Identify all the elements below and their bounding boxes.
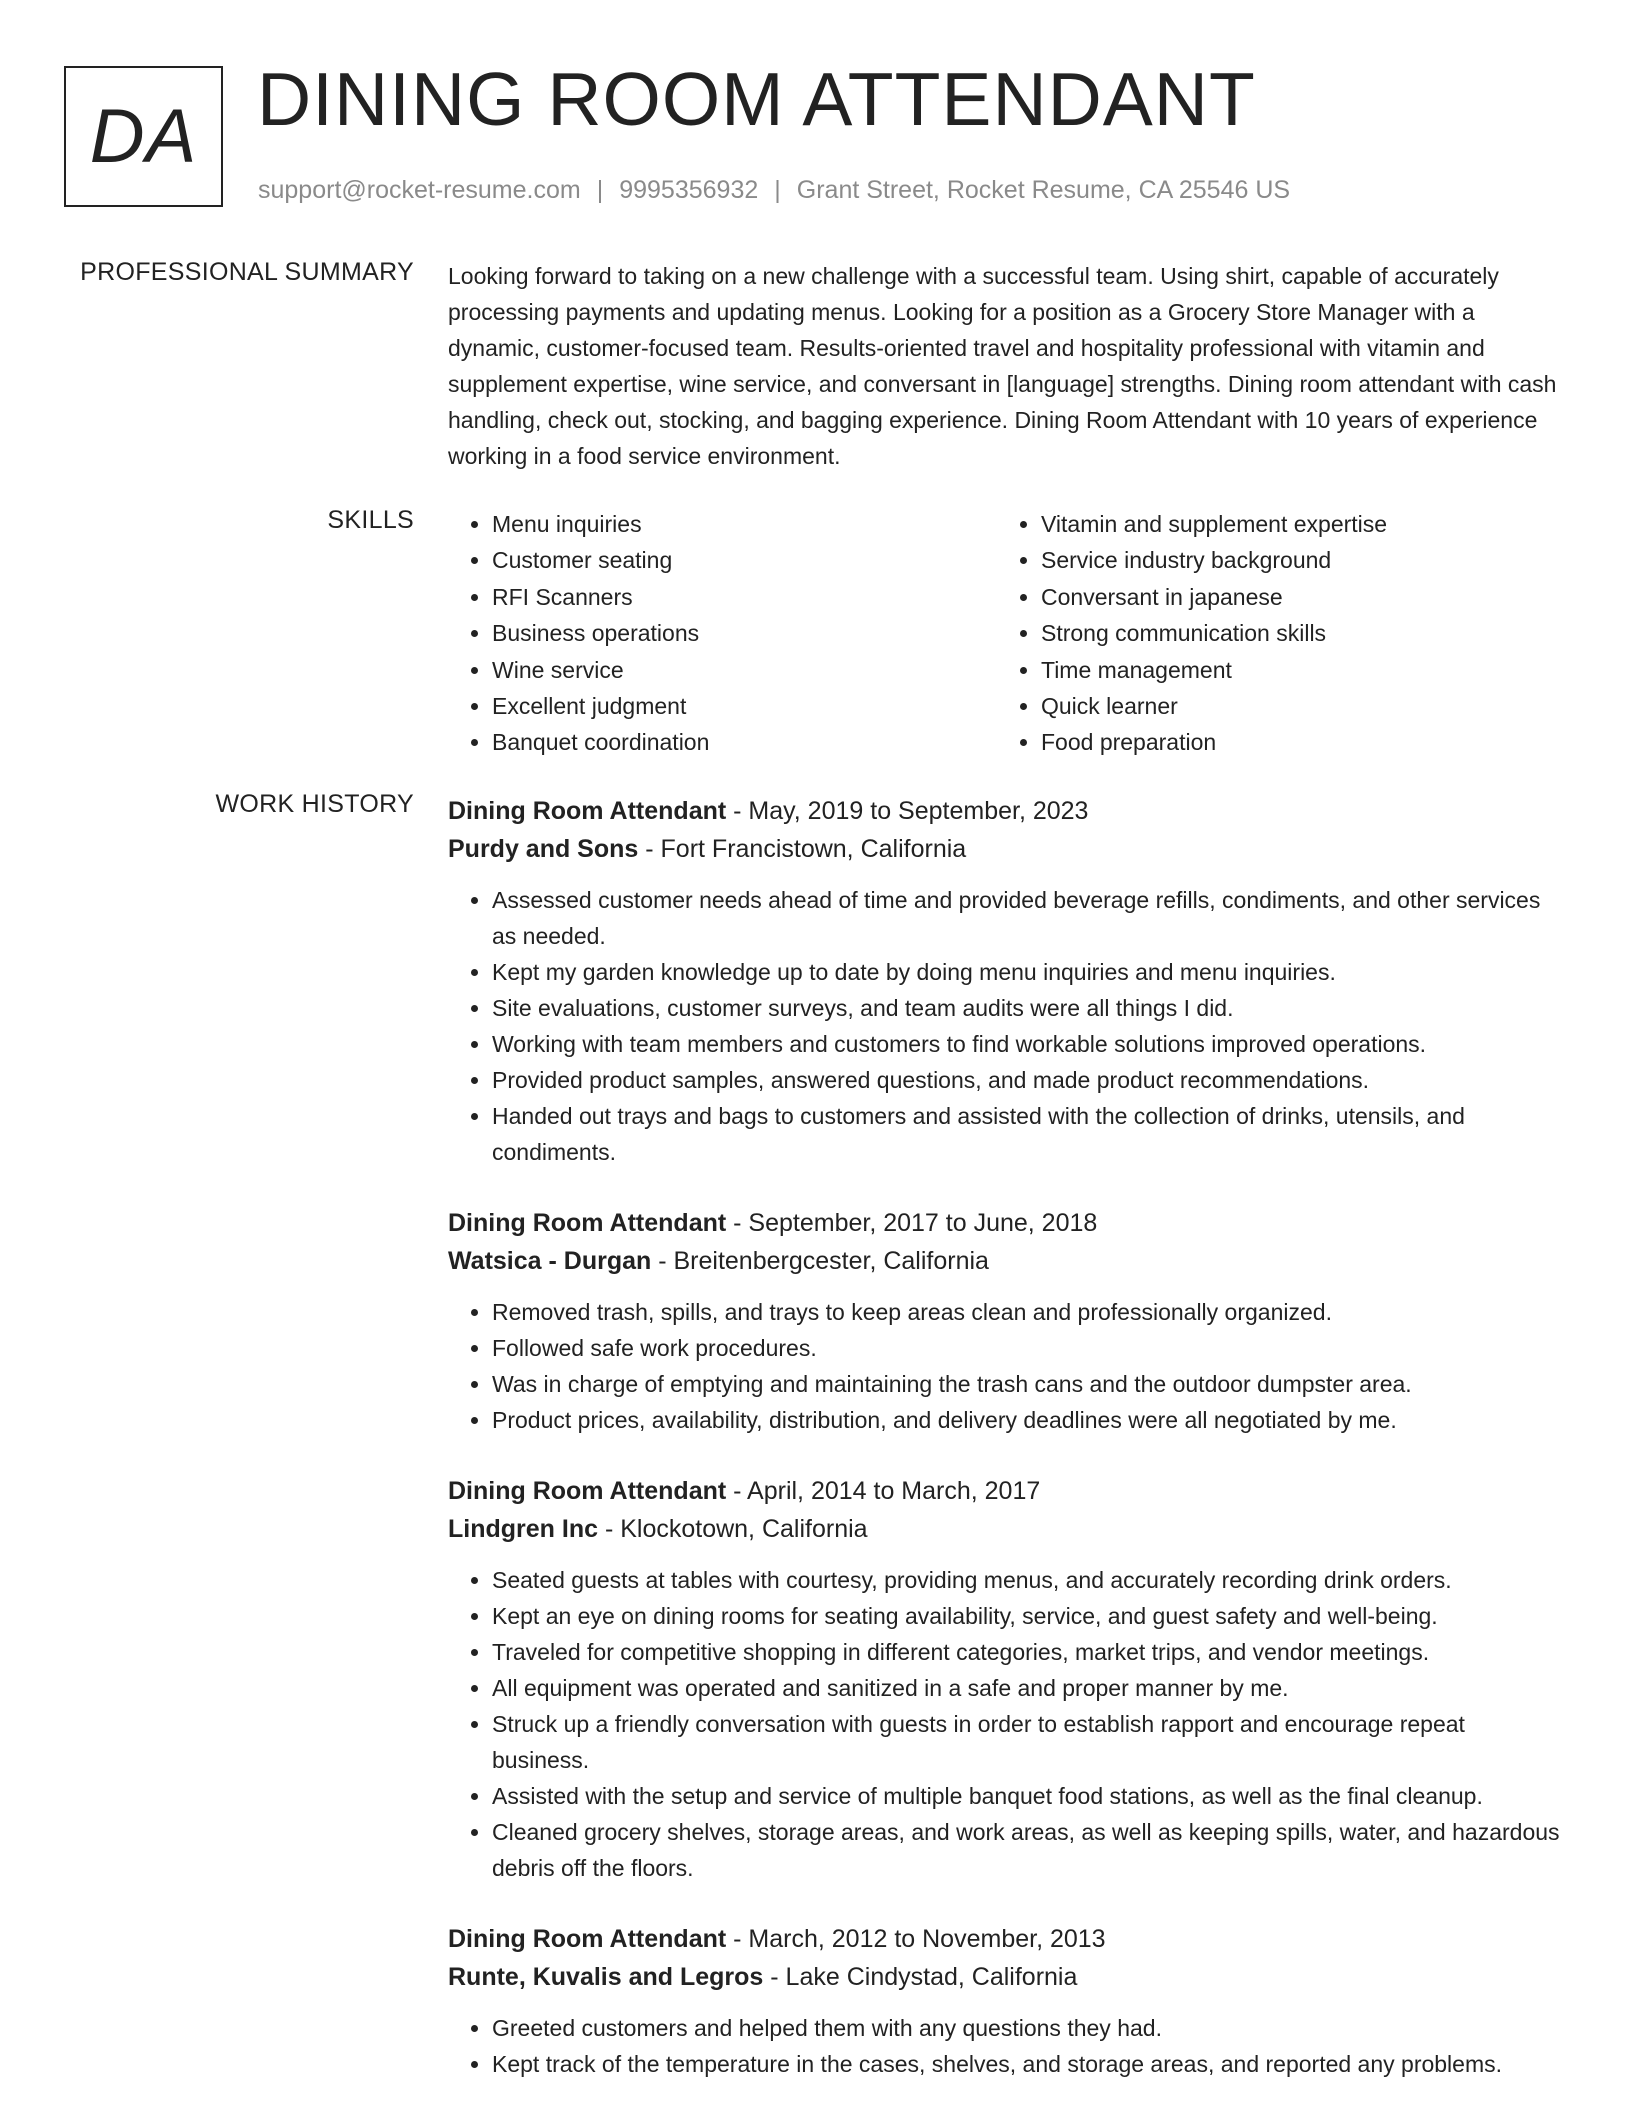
skill-item: • Service industry background xyxy=(1041,542,1387,578)
job-duties xyxy=(448,1562,1568,1886)
skill-item: • Customer seating xyxy=(492,542,997,578)
skill-item: • Business operations xyxy=(492,615,997,651)
job-duties xyxy=(448,882,1568,1170)
job-title: Dining Room Attendant xyxy=(448,797,727,825)
job-duties xyxy=(448,1294,1568,1438)
address: Grant Street, Rocket Resume, CA 25546 US xyxy=(796,176,1291,204)
job-entry xyxy=(448,792,1568,1170)
job-title: Dining Room Attendant xyxy=(448,1209,727,1237)
job-company-line xyxy=(448,1510,1568,1548)
phone-number: 9995356932 xyxy=(619,176,759,204)
job-location: - Breitenbergcester, California xyxy=(651,1247,989,1275)
job-duty: • Handed out trays and bags to customers and assisted with the collection of drinks, utensils, and condiments. xyxy=(492,1098,1568,1170)
job-location: - Klockotown, California xyxy=(598,1515,868,1543)
job-entry xyxy=(448,1920,1568,2082)
contact-separator: | xyxy=(596,176,604,204)
job-duty: • Kept my garden knowledge up to date by doing menu inquiries and menu inquiries. xyxy=(492,954,1568,990)
skills-column-2 xyxy=(997,506,1387,761)
job-title-line xyxy=(448,1920,1568,1958)
work-history xyxy=(448,792,1568,2116)
skill-item: • Banquet coordination xyxy=(492,724,997,760)
job-duty: • All equipment was operated and sanitized in a safe and proper manner by me. xyxy=(492,1670,1568,1706)
contact-line xyxy=(258,176,1290,205)
job-entry xyxy=(448,1204,1568,1438)
job-dates: - April, 2014 to March, 2017 xyxy=(726,1477,1041,1505)
skill-item: • Quick learner xyxy=(1041,688,1387,724)
job-dates: - March, 2012 to November, 2013 xyxy=(726,1925,1106,1953)
job-duties xyxy=(448,2010,1568,2082)
job-title: Dining Room Attendant xyxy=(448,1477,727,1505)
skills-heading: SKILLS xyxy=(327,506,414,534)
job-company-line xyxy=(448,1242,1568,1280)
job-title-line xyxy=(448,1204,1568,1242)
skill-item: • Conversant in japanese xyxy=(1041,579,1387,615)
skill-item: • Strong communication skills xyxy=(1041,615,1387,651)
job-duty: • Was in charge of emptying and maintaining the trash cans and the outdoor dumpster area. xyxy=(492,1366,1568,1402)
initials-text: DA xyxy=(89,94,198,179)
page-title: DINING ROOM ATTENDANT xyxy=(257,57,1256,141)
skills-column-1 xyxy=(448,506,997,761)
initials-monogram xyxy=(64,66,223,207)
skill-item: • Wine service xyxy=(492,652,997,688)
job-duty: • Kept an eye on dining rooms for seating availability, service, and guest safety and well-being. xyxy=(492,1598,1568,1634)
skill-item: • Menu inquiries xyxy=(492,506,997,542)
summary-text: Looking forward to taking on a new challenge with a successful team. Using shirt, capable of accurately processing payments and updating menus. Looking for a position as a Grocery Store Manager with a dynamic, customer-focused team. Results-oriented travel and hospitality professional with vitamin and supplement expertise, wine service, and conversant in [language] strengths. Dining room attendant with cash handling, check out, stocking, and bagging experience. Dining Room Attendant with 10 years of experience working in a food service environment. xyxy=(448,263,1557,469)
job-duty: • Product prices, availability, distribution, and delivery deadlines were all negotiated by me. xyxy=(492,1402,1568,1438)
job-entry xyxy=(448,1472,1568,1886)
summary-heading: PROFESSIONAL SUMMARY xyxy=(80,258,414,286)
job-duty: • Struck up a friendly conversation with guests in order to establish rapport and encourage repeat business. xyxy=(492,1706,1568,1778)
skills-list xyxy=(448,506,1568,761)
job-duty: • Provided product samples, answered questions, and made product recommendations. xyxy=(492,1062,1568,1098)
job-location: - Lake Cindystad, California xyxy=(763,1963,1078,1991)
email-link[interactable]: support@rocket-resume.com xyxy=(258,176,581,204)
job-title-line xyxy=(448,792,1568,830)
skill-item: • Excellent judgment xyxy=(492,688,997,724)
job-duty: • Followed safe work procedures. xyxy=(492,1330,1568,1366)
job-dates: - September, 2017 to June, 2018 xyxy=(726,1209,1098,1237)
job-duty: • Greeted customers and helped them with any questions they had. xyxy=(492,2010,1568,2046)
job-company: Lindgren Inc xyxy=(448,1515,598,1543)
job-title-line xyxy=(448,1472,1568,1510)
skill-item: • Food preparation xyxy=(1041,724,1387,760)
job-duty: • Assisted with the setup and service of multiple banquet food stations, as well as the final cleanup. xyxy=(492,1778,1568,1814)
work-history-heading: WORK HISTORY xyxy=(215,790,414,818)
contact-separator: | xyxy=(774,176,781,204)
job-duty: • Kept track of the temperature in the cases, shelves, and storage areas, and reported any problems. xyxy=(492,2046,1568,2082)
job-title: Dining Room Attendant xyxy=(448,1925,727,1953)
job-company: Purdy and Sons xyxy=(448,835,639,863)
job-dates: - May, 2019 to September, 2023 xyxy=(726,797,1089,825)
job-location: - Fort Francistown, California xyxy=(638,835,967,863)
job-duty: • Cleaned grocery shelves, storage areas, and work areas, as well as keeping spills, water, and hazardous debris off the floors. xyxy=(492,1814,1568,1886)
job-duty: • Assessed customer needs ahead of time and provided beverage refills, condiments, and other services as needed. xyxy=(492,882,1568,954)
skill-item: • RFI Scanners xyxy=(492,579,997,615)
job-duty: • Site evaluations, customer surveys, and team audits were all things I did. xyxy=(492,990,1568,1026)
job-duty: • Working with team members and customers to find workable solutions improved operations. xyxy=(492,1026,1568,1062)
skill-item: • Time management xyxy=(1041,652,1387,688)
job-duty: • Traveled for competitive shopping in different categories, market trips, and vendor meetings. xyxy=(492,1634,1568,1670)
job-duty: • Seated guests at tables with courtesy, providing menus, and accurately recording drink orders. xyxy=(492,1562,1568,1598)
job-company-line xyxy=(448,830,1568,868)
job-duty: • Removed trash, spills, and trays to keep areas clean and professionally organized. xyxy=(492,1294,1568,1330)
job-company: Watsica - Durgan xyxy=(448,1247,652,1275)
job-company-line xyxy=(448,1958,1568,1996)
skill-item: • Vitamin and supplement expertise xyxy=(1041,506,1387,542)
job-company: Runte, Kuvalis and Legros xyxy=(448,1963,764,1991)
